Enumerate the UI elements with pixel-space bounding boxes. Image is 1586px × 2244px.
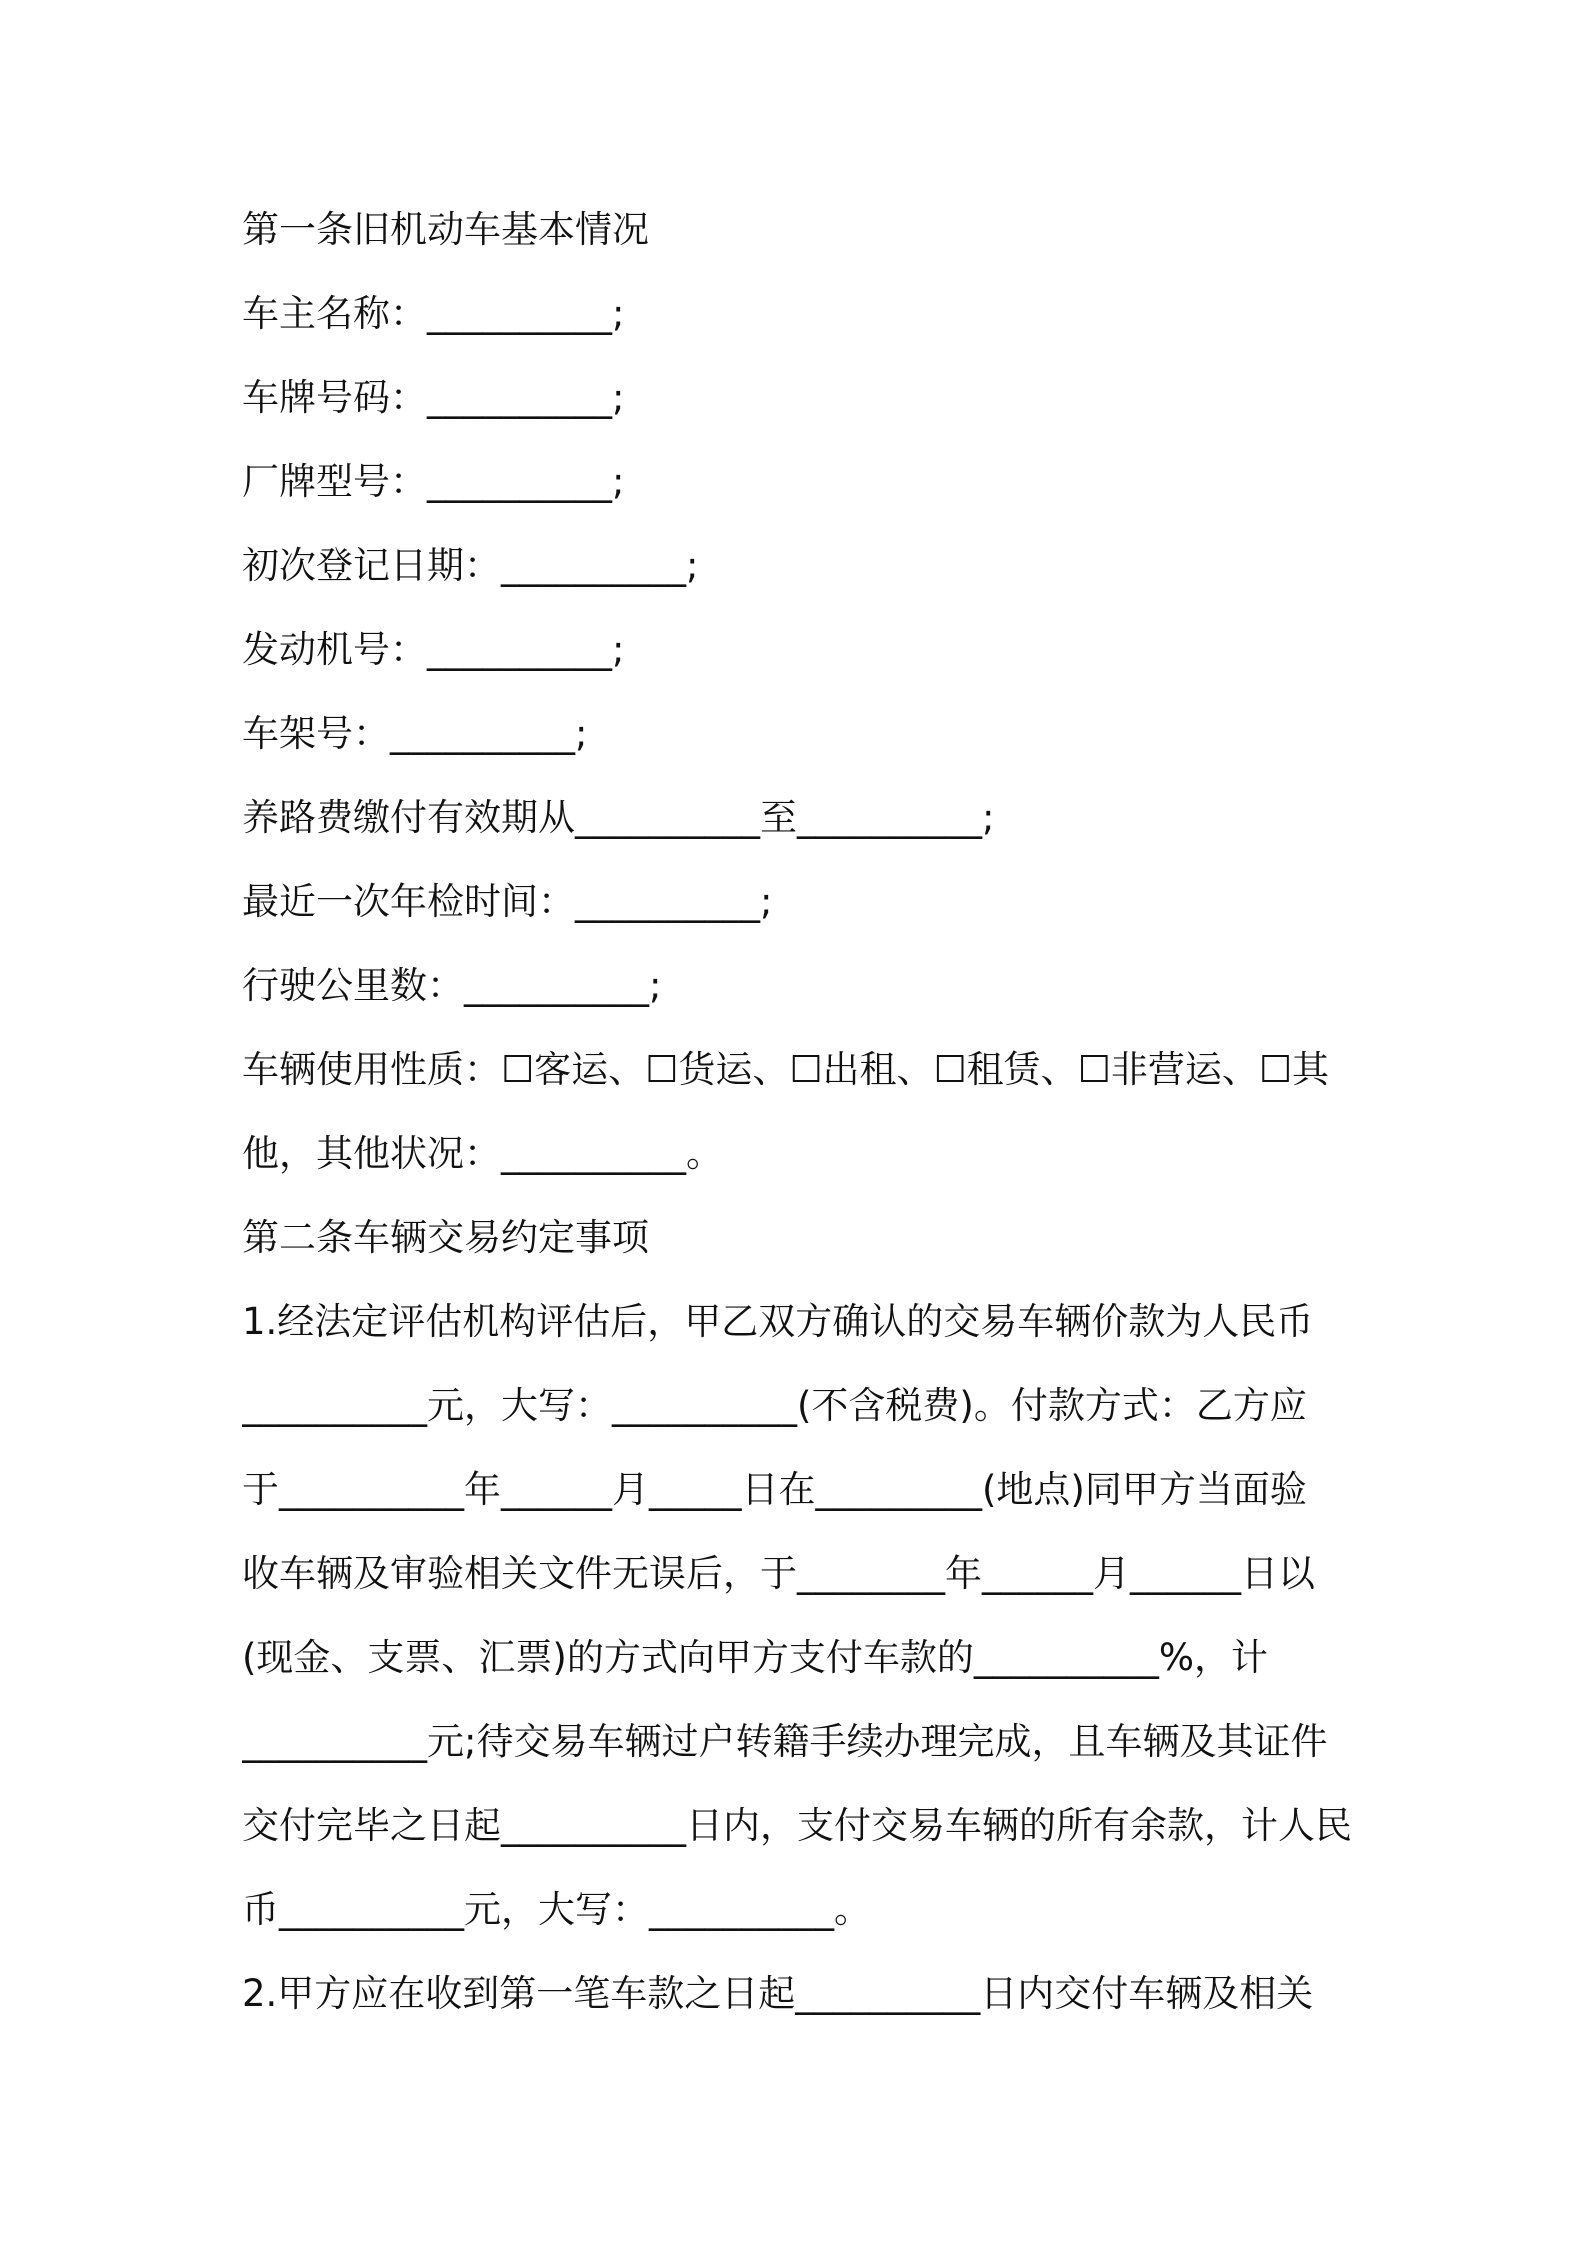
last-inspection-field: 最近一次年检时间：__________; — [242, 880, 773, 923]
frame-number-field: 车架号：__________; — [242, 712, 588, 755]
section-two-heading: 第二条车辆交易约定事项 — [242, 1216, 649, 1259]
brand-model-field: 厂牌型号：__________; — [242, 460, 625, 503]
paragraph-line: 2.甲方应在收到第一笔车款之日起__________日内交付车辆及相关 — [242, 1972, 1314, 2015]
paragraph-line: 币__________元，大写：__________。 — [242, 1888, 871, 1931]
owner-name-field: 车主名称：__________; — [242, 292, 625, 335]
engine-number-field: 发动机号：__________; — [242, 628, 625, 671]
paragraph-line: __________元，大写：__________(不含税费)。付款方式：乙方应 — [242, 1384, 1307, 1427]
paragraph-line: 1.经法定评估机构评估后，甲乙双方确认的交易车辆价款为人民币 — [242, 1300, 1314, 1343]
paragraph-line: __________元;待交易车辆过户转籍手续办理完成，且车辆及其证件 — [242, 1720, 1328, 1763]
paragraph-line: (现金、支票、汇票)的方式向甲方支付车款的__________%，计 — [242, 1636, 1269, 1679]
road-fee-validity-field: 养路费缴付有效期从__________至__________; — [242, 796, 995, 839]
first-registration-date-field: 初次登记日期：__________; — [242, 544, 699, 587]
plate-number-field: 车牌号码：__________; — [242, 376, 625, 419]
vehicle-use-type-line: 车辆使用性质：☐客运、☐货运、☐出租、☐租赁、☐非营运、☐其 — [242, 1048, 1330, 1091]
mileage-field: 行驶公里数：__________; — [242, 964, 662, 1007]
section-one-heading: 第一条旧机动车基本情况 — [242, 208, 649, 251]
paragraph-line: 收车辆及审验相关文件无误后，于________年______月______日以 — [242, 1552, 1315, 1595]
paragraph-line: 于__________年______月_____日在_________(地点)同甲方当面验 — [242, 1468, 1307, 1511]
paragraph-line: 交付完毕之日起__________日内，支付交易车辆的所有余款，计人民 — [242, 1804, 1352, 1847]
vehicle-use-type-line-2: 他，其他状况：__________。 — [242, 1132, 723, 1175]
